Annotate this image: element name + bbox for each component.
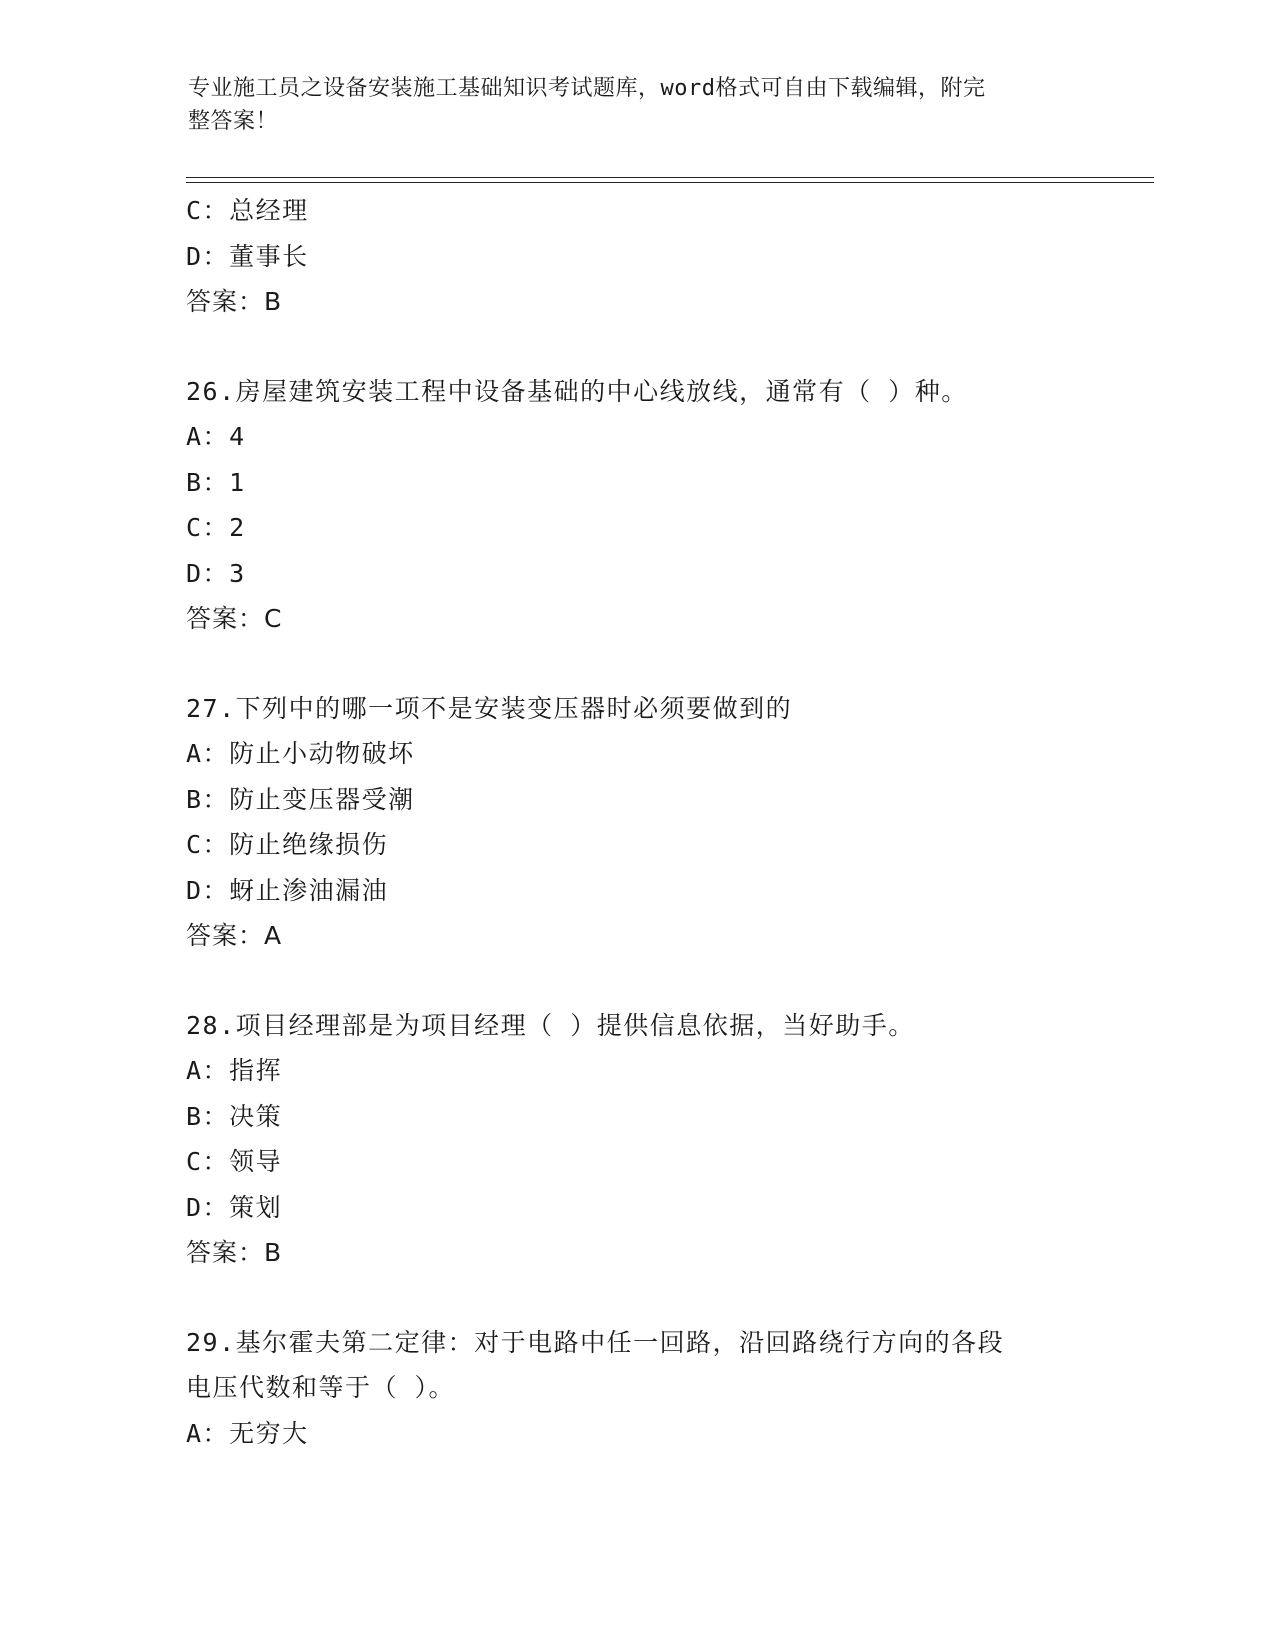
question-block-29 — [186, 1320, 1086, 1457]
option-label: D： — [186, 875, 230, 905]
question-block-27 — [186, 686, 1086, 959]
spacer — [186, 1276, 1086, 1320]
question-list — [186, 188, 1086, 1456]
option-text: 4 — [229, 422, 246, 451]
option-d — [186, 868, 1086, 914]
option-c — [186, 1139, 1086, 1185]
option-label: A： — [186, 1418, 230, 1448]
answer-line: 答案：B — [186, 1238, 283, 1267]
option-a — [186, 1411, 1086, 1457]
spacer — [186, 959, 1086, 1003]
question-block-28 — [186, 1003, 1086, 1276]
option-text: 指挥 — [229, 1056, 283, 1085]
option-label: A： — [186, 739, 230, 768]
option-label: B： — [186, 467, 230, 497]
option-text: 2 — [229, 513, 246, 542]
answer-line: 答案：B — [186, 287, 283, 316]
page-header — [188, 72, 1068, 138]
question-stem: 27.下列中的哪一项不是安装变压器时必须要做到的 — [186, 693, 793, 723]
option-text: 蚜止渗油漏油 — [229, 875, 389, 905]
header-title-line-1: 专业施工员之设备安装施工基础知识考试题库，word格式可自由下载编辑，附完 — [188, 76, 986, 101]
option-text: 3 — [229, 558, 246, 588]
option-c — [186, 822, 1086, 868]
option-d — [186, 234, 1086, 280]
option-text: 防止绝缘损伤 — [229, 830, 389, 859]
option-label: C： — [186, 830, 230, 859]
option-label: C： — [186, 1147, 230, 1176]
option-a — [186, 414, 1086, 460]
option-label: C： — [186, 196, 230, 225]
option-label: A： — [186, 1056, 230, 1085]
option-text: 防止变压器受潮 — [229, 784, 415, 814]
question-stem: 26.房屋建筑安装工程中设备基础的中心线放线，通常有（ ）种。 — [186, 376, 968, 406]
header-rule-bottom — [186, 182, 1154, 183]
option-label: A： — [186, 422, 230, 451]
option-d — [186, 1185, 1086, 1231]
spacer — [186, 325, 1086, 369]
option-a — [186, 731, 1086, 777]
question-stem: 28.项目经理部是为项目经理（ ）提供信息依据，当好助手。 — [186, 1010, 915, 1040]
option-label: C： — [186, 513, 230, 542]
option-label: D： — [186, 241, 230, 271]
question-block-26 — [186, 369, 1086, 642]
spacer — [186, 642, 1086, 686]
option-c — [186, 505, 1086, 551]
option-text: 董事长 — [229, 241, 309, 271]
header-title-line-2: 整答案！ — [188, 109, 279, 134]
question-stem-line-1: 29.基尔霍夫第二定律：对于电路中任一回路，沿回路绕行方向的各段 — [186, 1327, 1005, 1357]
question-block-25 — [186, 188, 1086, 325]
question-stem-line-2: 电压代数和等于（ ）。 — [186, 1373, 456, 1402]
option-text: 防止小动物破坏 — [229, 739, 415, 768]
option-text: 领导 — [229, 1147, 283, 1176]
option-label: B： — [186, 1101, 230, 1131]
option-b — [186, 1094, 1086, 1140]
option-c — [186, 188, 1086, 234]
answer-line: 答案：A — [186, 921, 283, 950]
option-text: 决策 — [229, 1101, 283, 1131]
option-label: D： — [186, 558, 230, 588]
option-d — [186, 551, 1086, 597]
option-a — [186, 1048, 1086, 1094]
option-text: 策划 — [229, 1192, 283, 1222]
option-b — [186, 460, 1086, 506]
option-text: 无穷大 — [229, 1418, 309, 1448]
header-rule-top — [186, 177, 1154, 178]
answer-line: 答案：C — [186, 604, 283, 633]
option-text: 1 — [229, 467, 246, 497]
option-text: 总经理 — [229, 196, 309, 225]
option-label: B： — [186, 784, 230, 814]
option-label: D： — [186, 1192, 230, 1222]
option-b — [186, 777, 1086, 823]
